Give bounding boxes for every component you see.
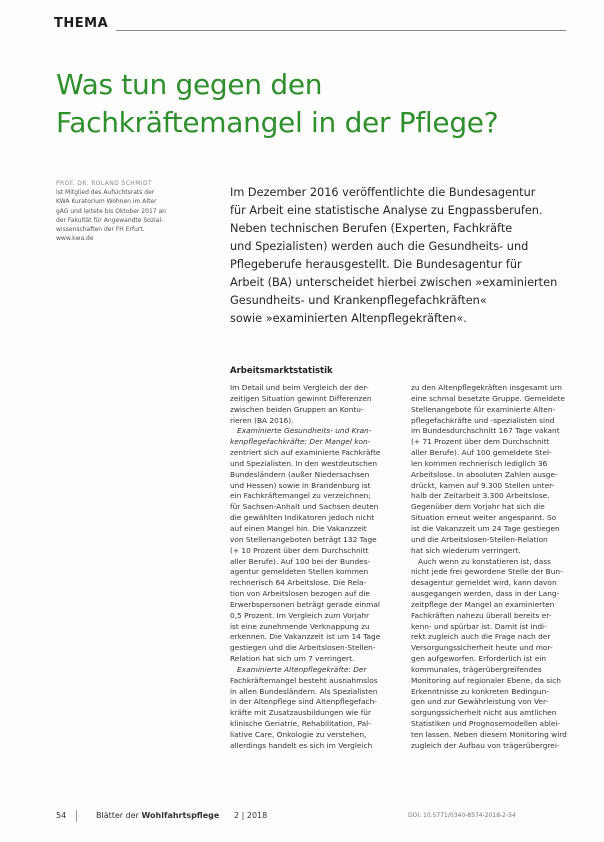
- body-line: Statistiken und Prognosemodellen ablei-: [411, 719, 561, 729]
- body-line: allerdings handelt es sich im Vergleich: [230, 740, 373, 750]
- body-line: Im Detail und beim Vergleich der der-: [230, 383, 369, 392]
- body-line: Relation hat sich um 7 verringert.: [230, 654, 355, 664]
- body-line: kräfte mit Zusatzausbildungen wie für: [230, 708, 372, 718]
- body-line: eine schmal besetzte Gruppe. Gemeldete: [411, 393, 565, 403]
- body-line: zugleich der Aufbau von trägerübergrei-: [411, 740, 560, 750]
- body-line: Examinierte Altenpflegekräfte: Der: [230, 664, 367, 674]
- body-line: tion von Arbeitslosen bezogen auf die: [230, 589, 370, 599]
- body-line: gen und zur Gewährleistung von Ver-: [411, 697, 549, 707]
- body-line: hat sich wiederum verringert.: [411, 545, 521, 555]
- body-line: auf einen Mangel hin. Die Vakanzzeit: [230, 523, 367, 533]
- body-line: (+ 71 Prozent über dem Durchschnitt: [411, 437, 550, 447]
- body-column-right: [411, 383, 587, 752]
- author-info: [56, 179, 181, 243]
- body-line: ist eine zunehmende Verknappung zu: [230, 621, 370, 631]
- body-line: die gewählten Indikatoren jedoch nicht: [230, 513, 375, 523]
- body-line: und Hessen) sowie in Brandenburg ist: [230, 480, 371, 490]
- journal-prefix: Blätter der: [96, 811, 142, 820]
- body-line: gen aufgeworfen. Erforderlich ist ein: [411, 654, 547, 664]
- body-line: nicht jede frei gewordene Stelle der Bun-: [411, 567, 563, 577]
- body-line: kenn- und spürbar ist. Damit ist indi-: [411, 621, 547, 631]
- body-line: zwischen beiden Gruppen an Kontu-: [230, 404, 364, 414]
- body-line: kommunales, trägerübergreifendes: [411, 664, 542, 674]
- body-line: sorgungssicherheit nicht aus amtlichen: [411, 708, 557, 718]
- body-line: zeitigen Situation gewinnt Differenzen: [230, 393, 372, 403]
- body-line: in der Altenpflege sind Altenpflegefach-: [230, 697, 377, 707]
- doi-code: DOI: 10.5771/0340-8574-2018-2-54: [408, 812, 516, 819]
- page-number: 54: [56, 811, 67, 820]
- body-line: und die Arbeitslosen-Stellen-Relation: [411, 534, 548, 544]
- journal-name-bold: Wohlfahrtspflege: [141, 811, 220, 820]
- body-line: ausgegangen werden, dass in der Lang-: [411, 589, 560, 599]
- body-line: erkennen. Die Vakanzzeit ist um 14 Tage: [230, 632, 381, 642]
- author-bio: ist Mitglied des Aufsichtsrats der KWA Kuratorium Wohnen im Alter gAG und leitete bis Oktober 2017 an der Fakultät für Angewandte Sozial- wissenschaften der FH Erfurt. www.kwa.de: [56, 189, 166, 243]
- body-line: pflegefachkräfte und -spezialisten sind: [411, 415, 555, 425]
- body-line: klinische Geriatrie, Rehabilitation, Pal-: [230, 719, 371, 729]
- body-line: zentriert sich auf examinierte Fachkräfte: [230, 448, 381, 458]
- section-label: THEMA: [54, 16, 109, 31]
- body-line: für Sachsen-Anhalt und Sachsen deuten: [230, 502, 379, 512]
- body-column-left: [230, 383, 406, 752]
- issue-number: 2 | 2018: [234, 811, 268, 820]
- body-line: aller Berufe). Auf 100 bei der Bundes-: [230, 556, 371, 566]
- body-line: Fachkräftemangel besteht ausnahmslos: [230, 675, 378, 685]
- body-line: Gegenüber dem Vorjahr hat sich die: [411, 502, 545, 512]
- body-line: Erwerbspersonen beträgt gerade einmal: [230, 599, 380, 609]
- body-line: Monitoring auf regionaler Ebene, da sich: [411, 675, 561, 685]
- lead-paragraph: Im Dezember 2016 veröffentlichte die Bundesagentur für Arbeit eine statistische Analyse zu Engpassberufen. Neben technischen Berufen (Experten, Fachkräfte und Spezialisten) werden auch die Gesundheits- und Pflegeberufe herausgestellt. Die Bundesagentur für Arbeit (BA) unterscheidet hierbei zwischen »examinierten Gesundheits- und Krankenpflegefachkräften« sowie »examinierten Altenpflegekräften«.: [230, 186, 558, 325]
- body-line: halb der Zeitarbeit 3.300 Arbeitslose.: [411, 491, 550, 501]
- body-line: rekt zugleich auch die Frage nach der: [411, 632, 551, 642]
- body-line: Versorgungssicherheit heute und mor-: [411, 643, 553, 653]
- body-line: kenpflegefachkräfte: Der Mangel kon-: [230, 437, 371, 447]
- body-line: Auch wenn zu konstatieren ist, dass: [411, 556, 551, 566]
- footer-divider: [76, 810, 77, 822]
- body-line: 0,5 Prozent. Im Vergleich zum Vorjahr: [230, 610, 370, 620]
- body-line: agentur gemeldeten Stellen kommen: [230, 567, 369, 577]
- body-line: zu den Altenpflegekräften insgesamt um: [411, 383, 562, 392]
- body-line: ein Fachkräftemangel zu verzeichnen;: [230, 491, 371, 501]
- body-line: Bundesländern (außer Niedersachsen: [230, 469, 370, 479]
- body-line: len kommen rechnerisch lediglich 36: [411, 458, 548, 468]
- body-line: ist die Vakanzzeit um 24 Tage gestiegen: [411, 523, 560, 533]
- body-line: Stellenangebote für examinierte Alten-: [411, 404, 556, 414]
- body-line: drückt, kamen auf 9.300 Stellen unter-: [411, 480, 555, 490]
- body-line: rechnerisch 64 Arbeitslose. Die Rela-: [230, 578, 367, 588]
- body-line: von Stellenangeboten beträgt 132 Tage: [230, 534, 377, 544]
- body-line: (+ 10 Prozent über dem Durchschnitt: [230, 545, 369, 555]
- body-line: Situation erneut weiter angespannt. So: [411, 513, 557, 523]
- body-line: Fachkräften nahezu überall bereits er-: [411, 610, 552, 620]
- body-line: Examinierte Gesundheits- und Kran-: [230, 426, 372, 436]
- body-line: und Spezialisten. In den westdeutschen: [230, 458, 378, 468]
- body-line: liative Care, Onkologie zu verstehen,: [230, 730, 367, 739]
- body-line: aller Berufe). Auf 100 gemeldete Stel-: [411, 448, 552, 458]
- page-footer: [56, 811, 586, 825]
- author-name: PROF. DR. ROLAND SCHMIDT: [56, 180, 153, 187]
- article-title: Was tun gegen den Fachkräftemangel in der Pflege?: [56, 68, 499, 139]
- body-line: gestiegen und die Arbeitslosen-Stellen-: [230, 643, 376, 653]
- body-line: zeitpflege der Mangel an examinierten: [411, 599, 555, 609]
- body-line: in allen Bundesländern. Als Spezialisten: [230, 686, 378, 696]
- journal-name: [96, 811, 219, 820]
- body-line: Arbeitslose. In absoluten Zahlen ausge-: [411, 469, 558, 479]
- body-line: rieren (BA 2016).: [230, 415, 294, 425]
- body-line: Erkenntnisse zu konkreten Bedingun-: [411, 686, 549, 696]
- section-subheading: Arbeitsmarktstatistik: [230, 366, 333, 376]
- section-rule: [116, 30, 566, 31]
- body-line: ten lassen. Neben diesem Monitoring wird: [411, 730, 567, 739]
- body-line: im Bundesdurchschnitt 167 Tage vakant: [411, 426, 560, 436]
- body-line: desagentur gemeldet wird, kann davon: [411, 578, 557, 588]
